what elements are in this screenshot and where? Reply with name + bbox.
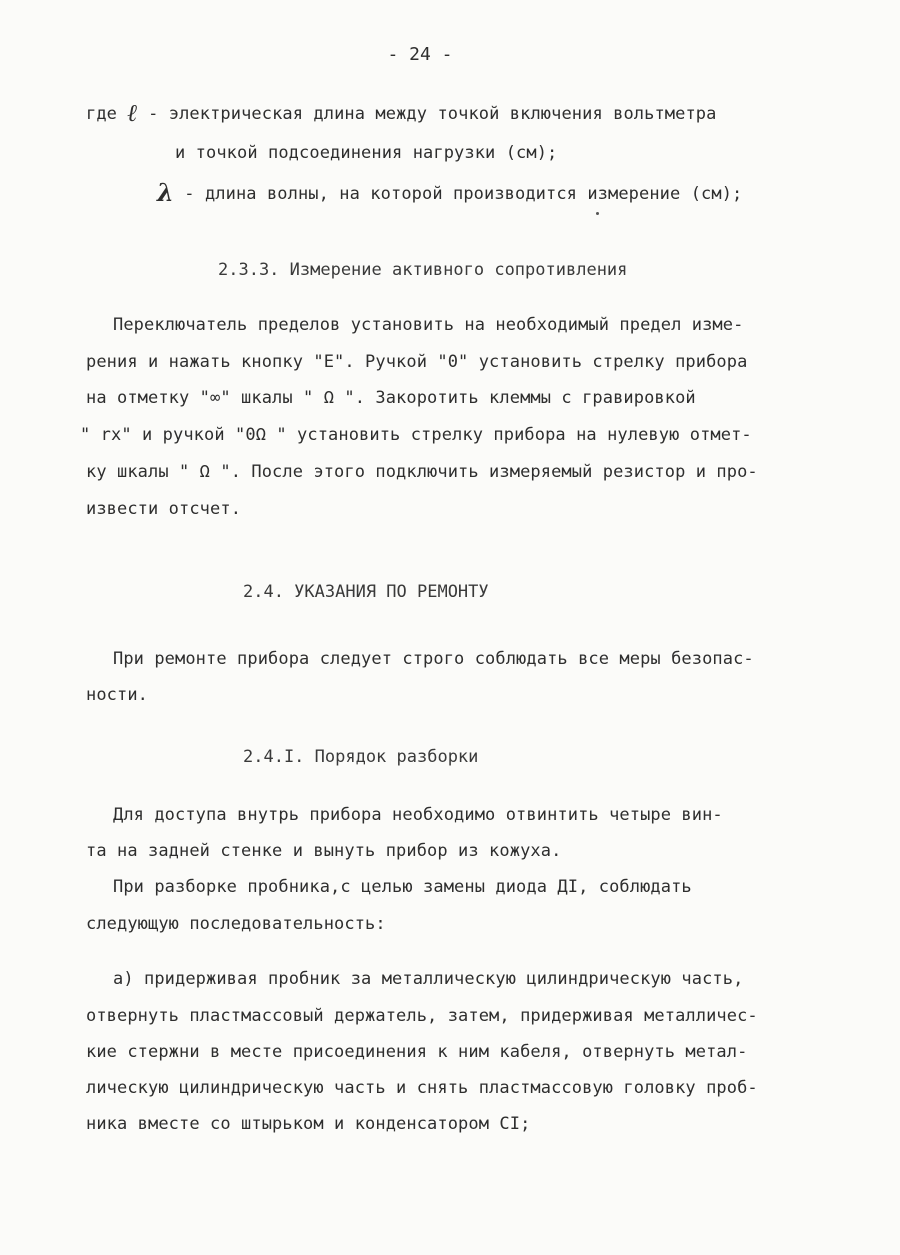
paragraph-4-line-1: При разборке пробника,с целью замены диода ДI, соблюдать	[113, 877, 692, 897]
paragraph-5-line-1: а) придерживая пробник за металлическую цилиндрическую часть,	[113, 969, 744, 989]
section-heading-2-4-1: 2.4.I. Порядок разборки	[243, 747, 479, 767]
section-heading-2-3-3: 2.3.3. Измерение активного сопротивления	[218, 260, 628, 280]
paragraph-2-line-2: ности.	[86, 685, 149, 705]
definition-lambda-text: - длина волны, на которой производится измерение (см);	[184, 184, 743, 204]
section-heading-2-4: 2.4. УКАЗАНИЯ ПО РЕМОНТУ	[243, 582, 489, 602]
where-word: где	[86, 104, 118, 124]
paragraph-1-line-2: рения и нажать кнопку "Е". Ручкой "0" установить стрелку прибора	[86, 352, 748, 372]
paragraph-1-line-4: " rx" и ручкой "0Ω " установить стрелку прибора на нулевую отмет-	[80, 425, 752, 445]
paragraph-2-line-1: При ремонте прибора следует строго соблюдать все меры безопас-	[113, 649, 754, 669]
paragraph-5-line-4: лическую цилиндрическую часть и снять пластмассовую головку проб-	[86, 1078, 758, 1098]
definition-l-line-1	[86, 98, 717, 127]
scan-speck	[596, 212, 599, 215]
page-number: - 24 -	[387, 44, 453, 65]
paragraph-4-line-2: следующую последовательность:	[86, 914, 386, 934]
paragraph-1-line-3: на отметку "∞" шкалы " Ω ". Закоротить клеммы с гравировкой	[86, 388, 696, 408]
symbol-lambda: λ	[157, 178, 174, 207]
paragraph-5-line-5: ника вместе со штырьком и конденсатором СI;	[86, 1114, 531, 1134]
definition-l-text-1: - электрическая длина между точкой включения вольтметра	[148, 104, 717, 124]
definition-lambda-line	[157, 178, 743, 207]
paragraph-1-line-1: Переключатель пределов установить на необходимый предел изме-	[113, 315, 744, 335]
paragraph-3-line-2: та на задней стенке и вынуть прибор из кожуха.	[86, 841, 562, 861]
paragraph-5-line-2: отвернуть пластмассовый держатель, затем, придерживая металличес-	[86, 1006, 758, 1026]
symbol-l: ℓ	[127, 98, 138, 127]
paragraph-3-line-1: Для доступа внутрь прибора необходимо отвинтить четыре вин-	[113, 805, 723, 825]
definition-l-line-2: и точкой подсоединения нагрузки (см);	[175, 143, 558, 163]
paragraph-1-line-6: извести отсчет.	[86, 499, 242, 519]
paragraph-1-line-5: ку шкалы " Ω ". После этого подключить измеряемый резистор и про-	[86, 462, 758, 482]
paragraph-5-line-3: кие стержни в месте присоединения к ним кабеля, отвернуть метал-	[86, 1042, 748, 1062]
